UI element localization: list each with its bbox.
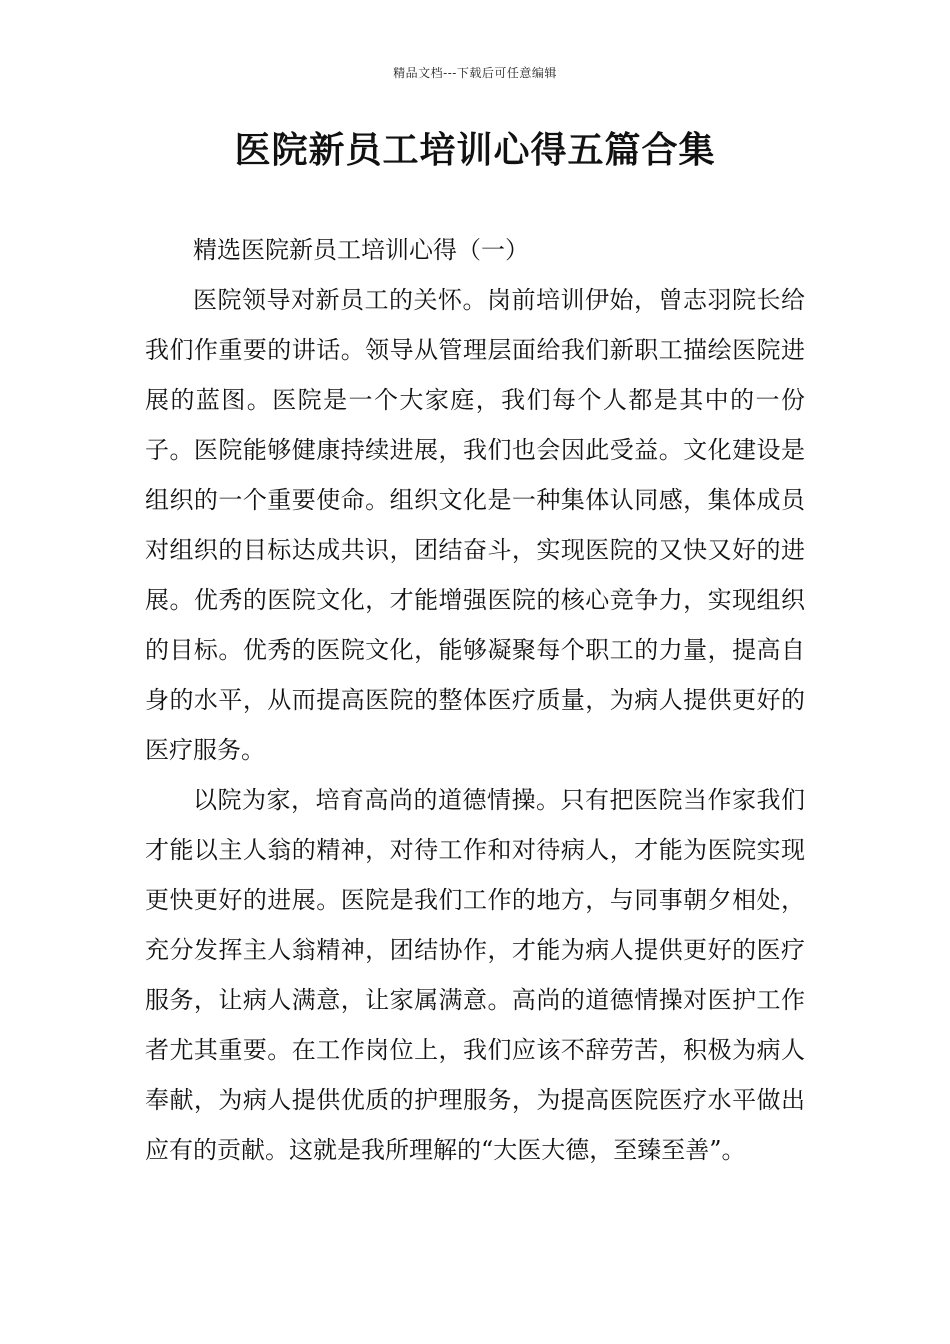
section-heading: 精选医院新员工培训心得（一） <box>193 236 529 264</box>
document-title: 医院新员工培训心得五篇合集 <box>234 130 716 171</box>
paragraph-2: 以院为家，培育高尚的道德情操。只有把医院当作家我们才能以主人翁的精神，对待工作和对待病人，才能为医院实现更快更好的进展。医院是我们工作的地方，与同事朝夕相处，充分发挥主人翁精神，团结协作，才能为病人提供更好的医疗服务，让病人满意，让家属满意。高尚的道德情操对医护工作者尤其重要。在工作岗位上，我们应该不辞劳苦，积极为病人奉献，为病人提供优质的护理服务，为提高医院医疗水平做出应有的贡献。这就是我所理解的“大医大德，至臻至善”。 <box>145 786 805 1164</box>
document-body <box>145 225 805 1175</box>
header-note: 精品文档---下载后可任意编辑 <box>393 66 557 80</box>
paragraph-1: 医院领导对新员工的关怀。岗前培训伊始，曾志羽院长给我们作重要的讲话。领导从管理层面给我们新职工描绘医院进展的蓝图。医院是一个大家庭，我们每个人都是其中的一份子。医院能够健康持续进展，我们也会因此受益。文化建设是组织的一个重要使命。组织文化是一种集体认同感，集体成员对组织的目标达成共识，团结奋斗，实现医院的又快又好的进展。优秀的医院文化，才能增强医院的核心竞争力，实现组织的目标。优秀的医院文化，能够凝聚每个职工的力量，提高自身的水平，从而提高医院的整体医疗质量，为病人提供更好的医疗服务。 <box>145 286 805 764</box>
